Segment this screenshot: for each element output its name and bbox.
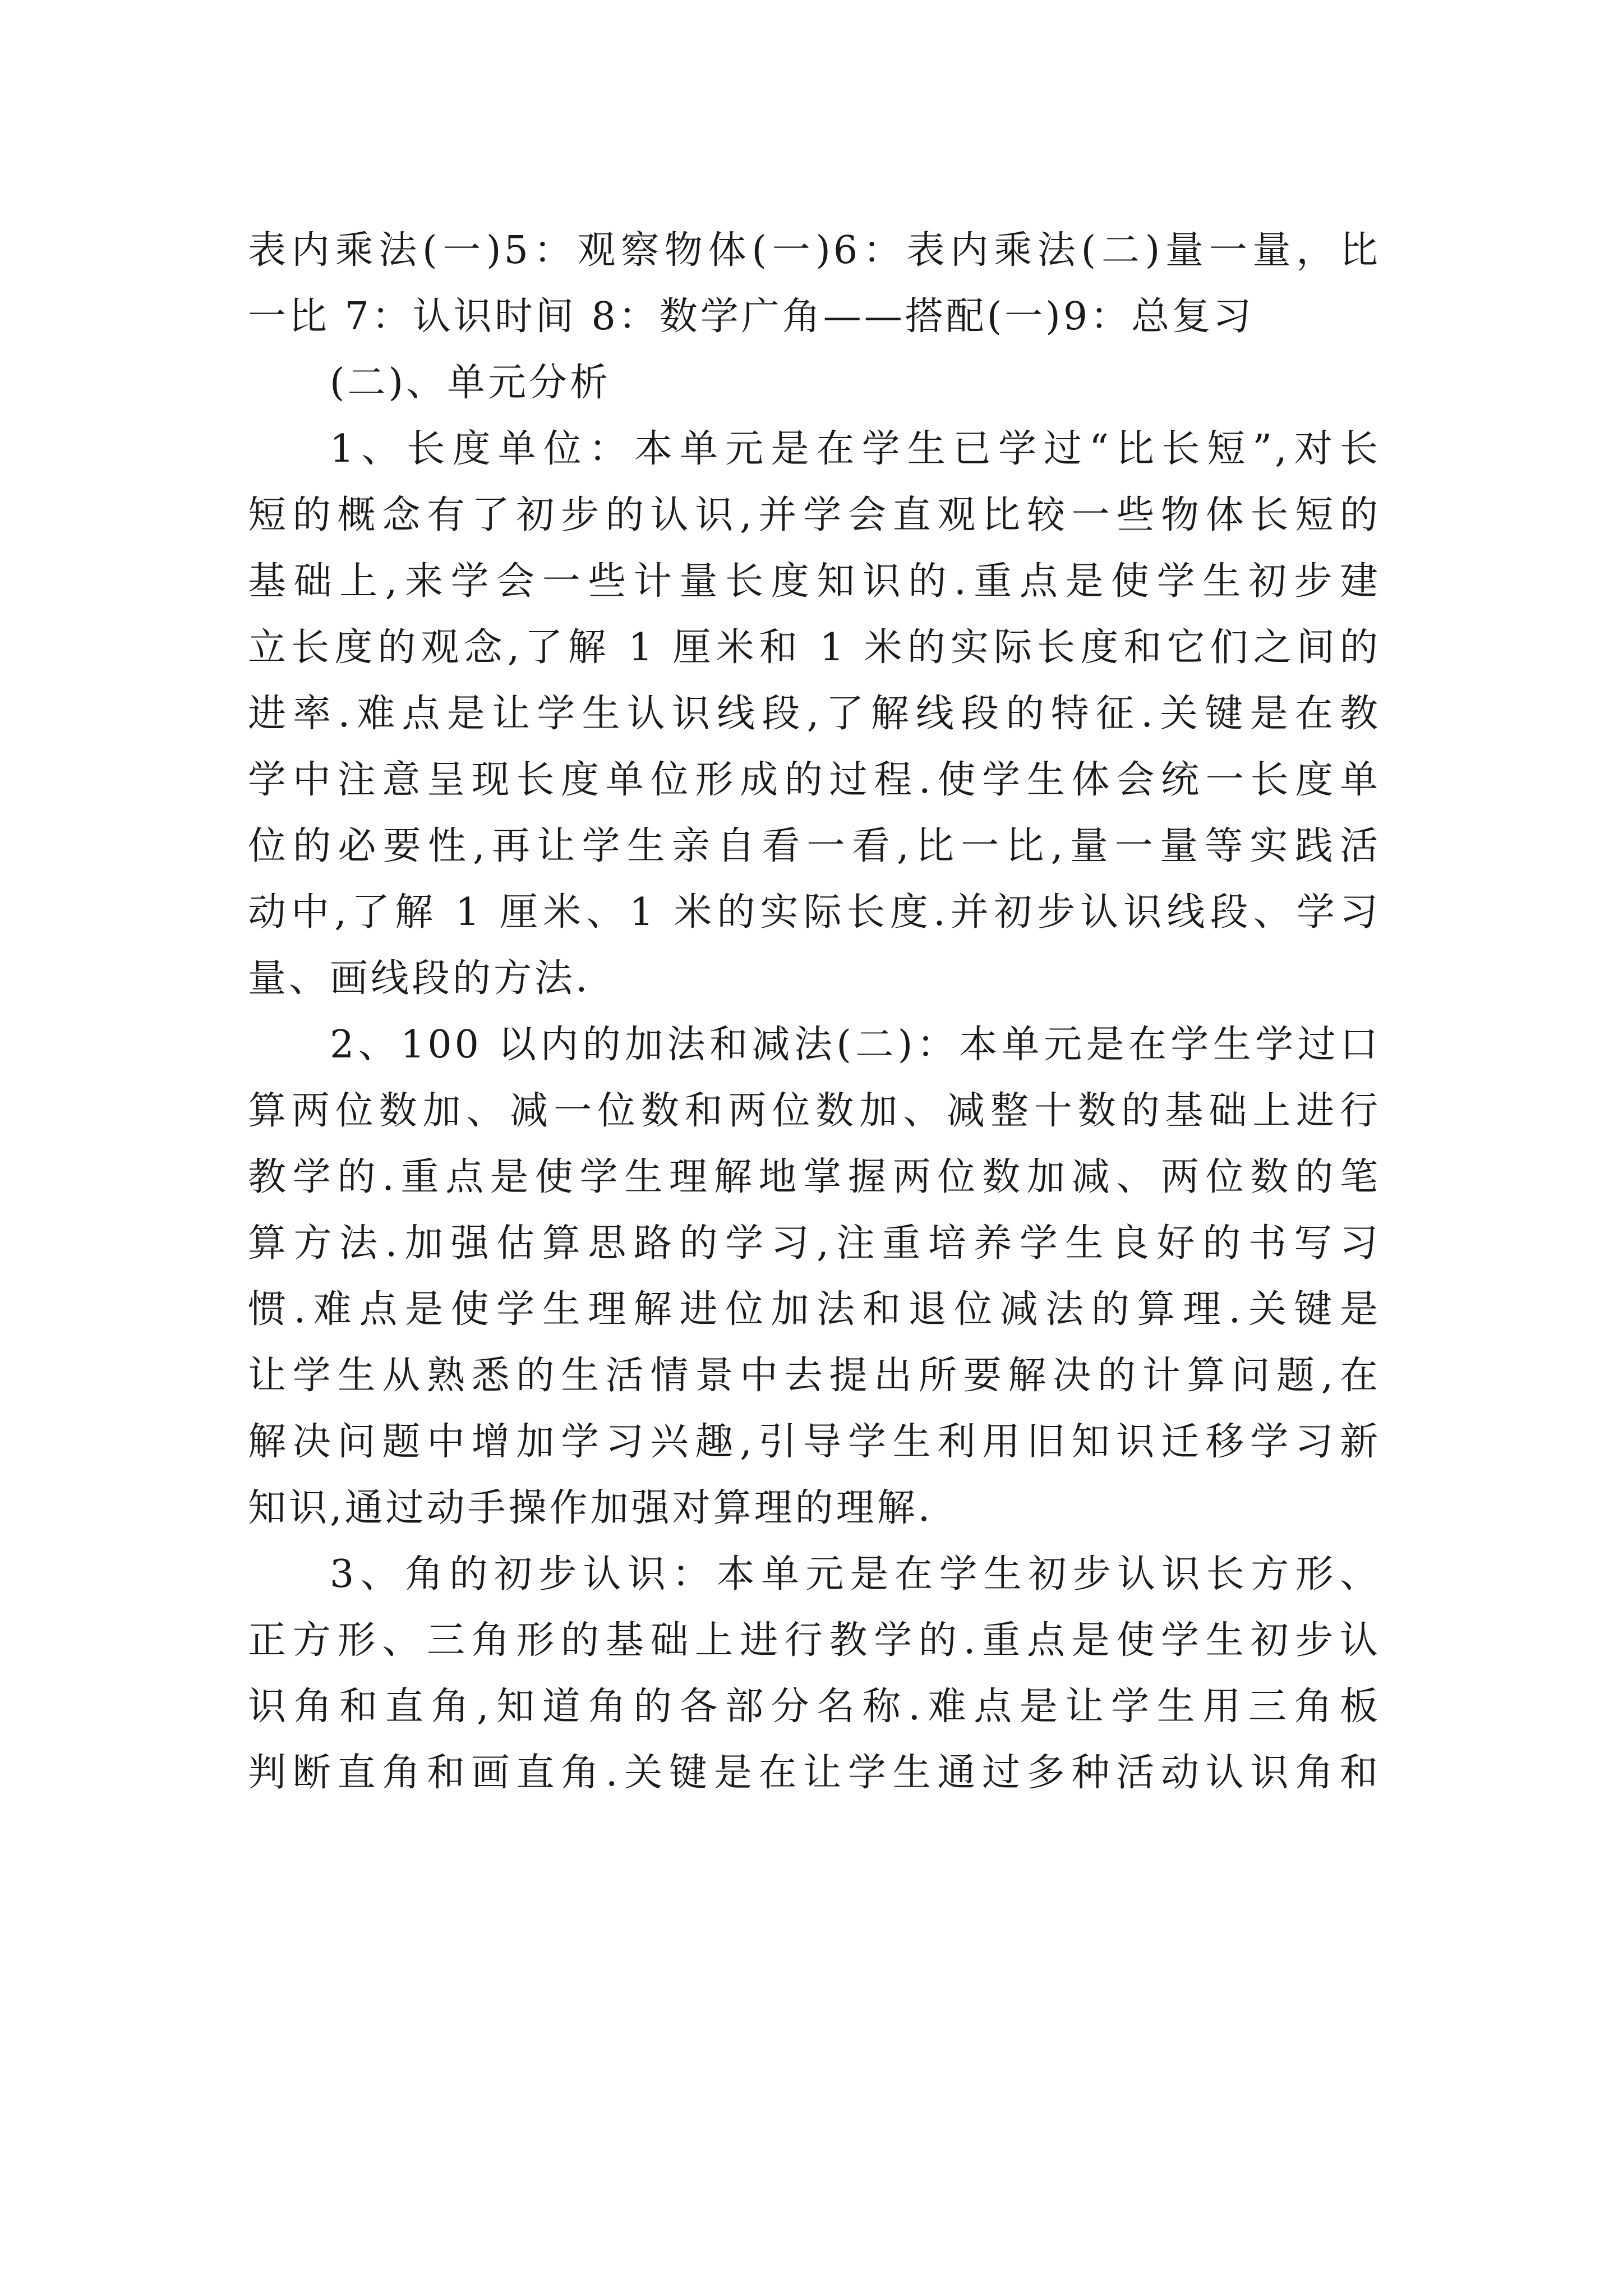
- text-line: 算方法.加强估算思路的学习,注重培养学生良好的书写习: [248, 1221, 1381, 1266]
- text-line: 位的必要性,再让学生亲自看一看,比一比,量一量等实践活: [248, 824, 1381, 868]
- text-line: 识角和直角,知道角的各部分名称.难点是让学生用三角板: [248, 1685, 1381, 1729]
- text-line: 正方形、三角形的基础上进行教学的.重点是使学生初步认: [248, 1618, 1381, 1663]
- text-line: 教学的.重点是使学生理解地掌握两位数加减、两位数的笔: [248, 1155, 1381, 1199]
- text-line: 进率.难点是让学生认识线段,了解线段的特征.关键是在教: [248, 692, 1381, 736]
- text-line: 算两位数加、减一位数和两位数加、减整十数的基础上进行: [248, 1089, 1381, 1133]
- text-line: 一比 7：认识时间 8：数学广角——搭配(一)9：总复习: [248, 295, 1255, 339]
- text-line: 惯.难点是使学生理解进位加法和退位减法的算理.关键是: [248, 1287, 1381, 1332]
- text-line: 判断直角和画直角.关键是在让学生通过多种活动认识角和: [248, 1751, 1381, 1795]
- text-line: 立长度的观念,了解 1 厘米和 1 米的实际长度和它们之间的: [248, 625, 1381, 670]
- text-line: 动中,了解 1 厘米、1 米的实际长度.并初步认识线段、学习: [248, 890, 1381, 935]
- paragraph-start: 2、100 以内的加法和减法(二)：本单元是在学生学过口: [330, 1023, 1381, 1067]
- text-line: 基础上,来学会一些计量长度知识的.重点是使学生初步建: [248, 559, 1381, 604]
- section-heading: (二)、单元分析: [330, 361, 611, 405]
- document-body: [248, 218, 1381, 1806]
- text-line: 短的概念有了初步的认识,并学会直观比较一些物体长短的: [248, 493, 1381, 537]
- text-line: 解决问题中增加学习兴趣,引导学生利用旧知识迁移学习新: [248, 1420, 1381, 1464]
- text-line: 知识,通过动手操作加强对算理的理解.: [248, 1486, 933, 1530]
- text-line: 学中注意呈现长度单位形成的过程.使学生体会统一长度单: [248, 758, 1381, 802]
- text-line: 表内乘法(一)5：观察物体(一)6：表内乘法(二)量一量，比: [248, 228, 1381, 273]
- paragraph-start: 3、角的初步认识：本单元是在学生初步认识长方形、: [330, 1552, 1381, 1596]
- paragraph-start: 1、长度单位：本单元是在学生已学过“比长短”,对长: [330, 427, 1381, 471]
- text-line: 让学生从熟悉的生活情景中去提出所要解决的计算问题,在: [248, 1354, 1381, 1398]
- text-line: 量、画线段的方法.: [248, 956, 591, 1001]
